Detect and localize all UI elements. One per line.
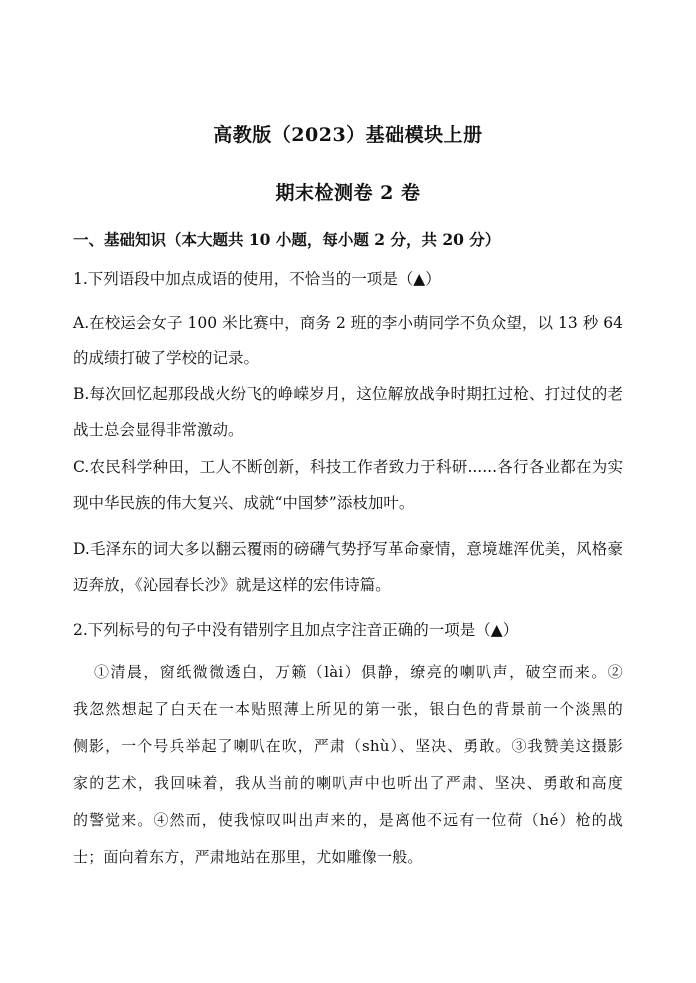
q2-passage-line-5: 的警觉来。④然而，使我惊叹叫出声来的，是离他不远有一位荷（hé）枪的战 [73,811,623,829]
q1-option-c-line-1: C.农民科学种田，工人不断创新，科技工作者致力于科研......各行各业都在为实 [73,458,623,476]
q2-passage-line-4: 家的艺术，我回味着，我从当前的喇叭声中也听出了严肃、坚决、勇敢和高度 [73,774,623,792]
q1-option-d-line-1: D.毛泽东的词大多以翻云覆雨的磅礴气势抒写革命豪情，意境雄浑优美，风格豪 [73,540,623,558]
q1-option-c-line-2: 现中华民族的伟大复兴、成就“中国梦”添枝加叶。 [73,494,415,512]
q2-passage-line-1: ①清晨，窗纸微微透白，万籁（lài）俱静，缭亮的喇叭声，破空而来。② [94,663,623,681]
q2-passage-line-2: 我忽然想起了白天在一本贴照薄上所见的第一张，银白色的背景前一个淡黑的 [73,700,623,718]
question-2-stem: 2.下列标号的句子中没有错别字且加点字注音正确的一项是（▲） [73,621,519,639]
q2-passage-line-3: 侧影，一个号兵举起了喇叭在吹，严肃（shù）、坚决、勇敢。③我赞美这摄影 [73,737,623,755]
q1-option-b-line-1: B.每次回忆起那段战火纷飞的峥嵘岁月，这位解放战争时期扛过枪、打过仗的老 [73,385,623,403]
q1-option-a-line-2: 的成绩打破了学校的记录。 [73,349,260,367]
document-title: 高教版（2023）基础模块上册 [213,124,483,146]
q1-option-b-line-2: 战士总会显得非常激动。 [73,421,244,439]
document-subtitle: 期末检测卷 2 卷 [275,182,421,204]
section-heading: 一、基础知识（本大题共 10 小题，每小题 2 分，共 20 分） [73,230,501,249]
q1-option-a-line-1: A.在校运会女子 100 米比赛中，商务 2 班的李小萌同学不负众望，以 13 秒 64 [73,314,623,332]
q2-passage-line-6: 士；面向着东方，严肃地站在那里，尤如雕像一般。 [73,848,423,866]
q1-option-d-line-2: 迈奔放，《沁园春长沙》就是这样的宏伟诗篇。 [73,576,391,594]
question-1-stem: 1.下列语段中加点成语的使用，不恰当的一项是（▲） [73,270,441,288]
